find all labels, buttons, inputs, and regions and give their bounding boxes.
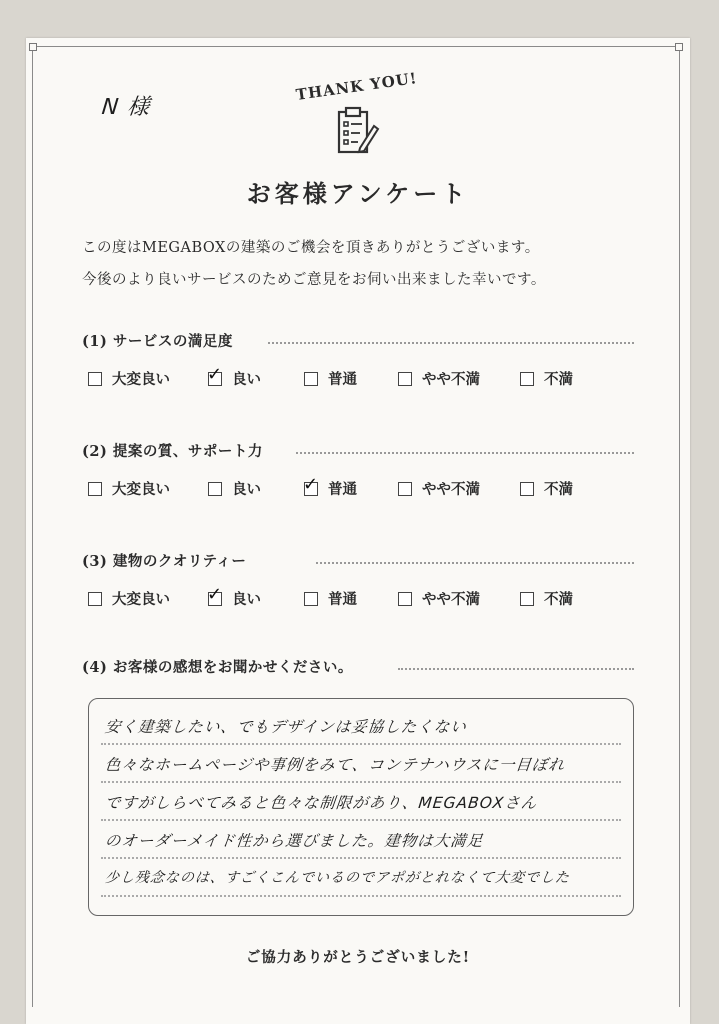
checkbox-checked[interactable] xyxy=(303,473,319,496)
question-title: (3) 建物のクオリティー xyxy=(82,553,247,570)
frame-corner xyxy=(29,43,37,51)
survey-sheet xyxy=(26,38,690,1024)
checkbox[interactable] xyxy=(520,592,534,606)
survey-title: お客様アンケート xyxy=(246,179,470,208)
checkbox-checked[interactable] xyxy=(207,363,223,386)
checkbox[interactable] xyxy=(304,592,318,606)
option-somewhat-dissatisfied[interactable]: やや不満 xyxy=(398,368,480,389)
checkbox-checked[interactable] xyxy=(207,583,223,606)
comment-box[interactable] xyxy=(88,698,634,916)
checkbox[interactable] xyxy=(208,482,222,496)
checkbox[interactable] xyxy=(88,372,102,386)
dotted-rule xyxy=(101,857,621,859)
option-good[interactable]: ✓ 良い xyxy=(207,583,261,608)
comment-line: ですがしらべてみると色々な制限があり、MEGABOXさん xyxy=(103,794,539,812)
dotted-rule xyxy=(316,562,634,564)
option-very-good[interactable]: 大変良い xyxy=(88,588,170,609)
option-very-good[interactable]: 大変良い xyxy=(88,368,170,389)
question-title: (1) サービスの満足度 xyxy=(82,333,233,350)
checkbox[interactable] xyxy=(398,372,412,386)
clipboard-icon xyxy=(336,106,380,156)
option-average[interactable]: 普通 xyxy=(304,368,357,389)
option-very-good[interactable]: 大変良い xyxy=(88,478,170,499)
option-dissatisfied[interactable]: 不満 xyxy=(520,368,573,389)
dotted-rule xyxy=(296,452,634,454)
question-title: (2) 提案の質、サポート力 xyxy=(82,443,263,460)
dotted-rule xyxy=(101,781,621,783)
option-somewhat-dissatisfied[interactable]: やや不満 xyxy=(398,478,480,499)
dotted-rule xyxy=(101,743,621,745)
option-dissatisfied[interactable]: 不満 xyxy=(520,478,573,499)
comment-line: のオーダーメイド性から選びました。建物は大満足 xyxy=(103,832,485,850)
option-average[interactable]: 普通 xyxy=(304,588,357,609)
intro-line: この度はMEGABOXの建築のご機会を頂きありがとうございます。 xyxy=(82,240,540,256)
option-good[interactable]: ✓ 良い xyxy=(207,363,261,388)
dotted-rule xyxy=(101,819,621,821)
comment-line: 色々なホームページや事例をみて、コンテナハウスに一目ぼれ xyxy=(103,756,566,774)
option-somewhat-dissatisfied[interactable]: やや不満 xyxy=(398,588,480,609)
checkbox[interactable] xyxy=(88,592,102,606)
check-mark-icon: ✓ xyxy=(207,363,223,385)
comment-line: 安く建築したい、でもデザインは妥協したくない xyxy=(103,718,468,736)
option-good[interactable]: 良い xyxy=(208,478,261,499)
checkbox[interactable] xyxy=(398,592,412,606)
check-mark-icon: ✓ xyxy=(303,473,319,495)
check-mark-icon: ✓ xyxy=(207,583,223,605)
option-dissatisfied[interactable]: 不満 xyxy=(520,588,573,609)
intro-line: 今後のより良いサービスのためご意見をお伺い出来ました幸いです。 xyxy=(82,272,546,288)
thank-you-heading: THANK YOU! xyxy=(294,69,419,104)
checkbox[interactable] xyxy=(304,372,318,386)
checkbox[interactable] xyxy=(520,372,534,386)
comment-question-title: (4) お客様の感想をお聞かせください。 xyxy=(82,659,353,676)
dotted-rule xyxy=(268,342,634,344)
customer-name: N 様 xyxy=(100,95,152,120)
checkbox[interactable] xyxy=(88,482,102,496)
option-average[interactable]: ✓ 普通 xyxy=(303,473,357,498)
dotted-rule xyxy=(398,668,634,670)
comment-line: 少し残念なのは、すごくこんでいるのでアポがとれなくて大変でした xyxy=(104,870,571,886)
footer-thanks: ご協力ありがとうございました! xyxy=(245,949,471,966)
checkbox[interactable] xyxy=(398,482,412,496)
frame-corner xyxy=(675,43,683,51)
checkbox[interactable] xyxy=(520,482,534,496)
dotted-rule xyxy=(101,895,621,897)
